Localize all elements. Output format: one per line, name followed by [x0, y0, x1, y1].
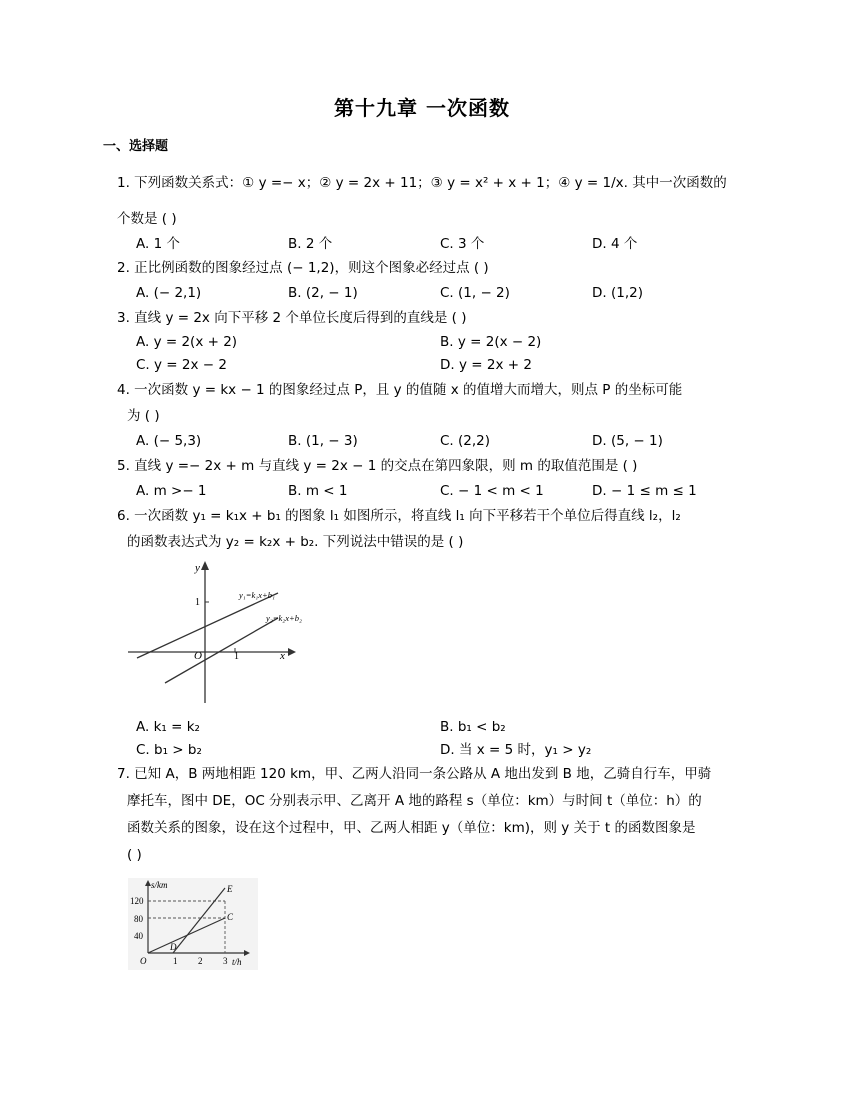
- option-a[interactable]: A. (− 5,3): [136, 433, 202, 449]
- question-7-figure: [128, 878, 258, 970]
- point-c-label: C: [227, 912, 234, 922]
- option-d[interactable]: D. y = 2x + 2: [440, 357, 532, 373]
- line-l1-label: y₁=k₁x+b₁: [239, 590, 275, 600]
- s-axis-label: s/km: [151, 880, 168, 890]
- question-text: 摩托车，图中 DE，OC 分别表示甲、乙离开 A 地的路程 s（单位：km）与时间 t（单位：h）的: [127, 793, 702, 809]
- option-a[interactable]: A. 1 个: [136, 236, 180, 252]
- t-axis-label: t/h: [232, 957, 242, 967]
- option-c[interactable]: C. (2,2): [440, 433, 491, 449]
- s-tick-label: 40: [134, 931, 143, 941]
- s-tick-label: 120: [130, 896, 144, 906]
- page-title: 第十九章 一次函数: [334, 96, 510, 120]
- option-d[interactable]: D. 当 x = 5 时，y₁ > y₂: [440, 742, 592, 758]
- option-d[interactable]: D. (5, − 1): [592, 433, 663, 449]
- option-a[interactable]: A. (− 2,1): [136, 285, 202, 301]
- question-text: 2. 正比例函数的图象经过点 (− 1,2)，则这个图象必经过点 ( ): [117, 260, 489, 276]
- option-b[interactable]: B. m < 1: [288, 483, 348, 499]
- line-l2: [165, 618, 278, 683]
- y-axis-arrow: [201, 561, 209, 570]
- x-tick-label: 1: [234, 651, 239, 662]
- option-c[interactable]: C. 3 个: [440, 236, 485, 252]
- question-text: 个数是 ( ): [117, 211, 177, 227]
- origin-label: O: [140, 956, 147, 966]
- option-c[interactable]: C. b₁ > b₂: [136, 742, 202, 758]
- option-a[interactable]: A. m >− 1: [136, 483, 207, 499]
- option-a[interactable]: A. y = 2(x + 2): [136, 334, 238, 350]
- line-l1: [137, 593, 278, 658]
- option-d[interactable]: D. − 1 ≤ m ≤ 1: [592, 483, 697, 499]
- t-tick-label: 1: [173, 956, 178, 966]
- t-tick-label: 3: [223, 956, 228, 966]
- option-c[interactable]: C. − 1 < m < 1: [440, 483, 544, 499]
- y-tick-label: 1: [195, 597, 200, 608]
- option-d[interactable]: D. (1,2): [592, 285, 643, 301]
- option-a[interactable]: A. k₁ = k₂: [136, 719, 200, 735]
- point-d-label: D: [170, 942, 177, 952]
- option-b[interactable]: B. b₁ < b₂: [440, 719, 506, 735]
- option-c[interactable]: C. (1, − 2): [440, 285, 510, 301]
- question-text: 6. 一次函数 y₁ = k₁x + b₁ 的图象 l₁ 如图所示，将直线 l₁ 向下平移若干个单位后得直线 l₂，l₂: [117, 508, 681, 524]
- question-text: 函数关系的图象，设在这个过程中，甲、乙两人相距 y（单位：km)，则 y 关于 t 的函数图象是: [127, 820, 696, 836]
- question-text: 为 ( ): [127, 408, 160, 424]
- option-b[interactable]: B. (2, − 1): [288, 285, 358, 301]
- x-axis-label: x: [280, 650, 285, 662]
- option-b[interactable]: B. (1, − 3): [288, 433, 358, 449]
- question-text: 5. 直线 y =− 2x + m 与直线 y = 2x − 1 的交点在第四象限，则 m 的取值范围是 ( ): [117, 458, 638, 474]
- x-axis-arrow: [288, 648, 296, 656]
- section-heading: 一、选择题: [103, 139, 169, 154]
- option-d[interactable]: D. 4 个: [592, 236, 638, 252]
- question-text: 7. 已知 A，B 两地相距 120 km，甲、乙两人沿同一条公路从 A 地出发到 B 地，乙骑自行车，甲骑: [117, 766, 712, 782]
- question-text: ( ): [127, 847, 142, 863]
- question-text: 4. 一次函数 y = kx − 1 的图象经过点 P，且 y 的值随 x 的值增大而增大，则点 P 的坐标可能: [117, 382, 683, 398]
- s-tick-label: 80: [134, 914, 143, 924]
- origin-label: O: [194, 650, 202, 662]
- point-e-label: E: [227, 884, 233, 894]
- option-b[interactable]: B. y = 2(x − 2): [440, 334, 542, 350]
- question-6-figure: [120, 558, 330, 708]
- question-text: 的函数表达式为 y₂ = k₂x + b₂. 下列说法中错误的是 ( ): [127, 534, 464, 550]
- y-axis-label: y: [195, 562, 200, 574]
- question-text: 1. 下列函数关系式：① y =− x；② y = 2x + 11；③ y = x² + x + 1；④ y = 1/x. 其中一次函数的: [117, 175, 727, 191]
- t-tick-label: 2: [198, 956, 203, 966]
- option-c[interactable]: C. y = 2x − 2: [136, 357, 227, 373]
- question-text: 3. 直线 y = 2x 向下平移 2 个单位长度后得到的直线是 ( ): [117, 310, 467, 326]
- option-b[interactable]: B. 2 个: [288, 236, 333, 252]
- line-l2-label: y₂=k₂x+b₂: [266, 613, 302, 623]
